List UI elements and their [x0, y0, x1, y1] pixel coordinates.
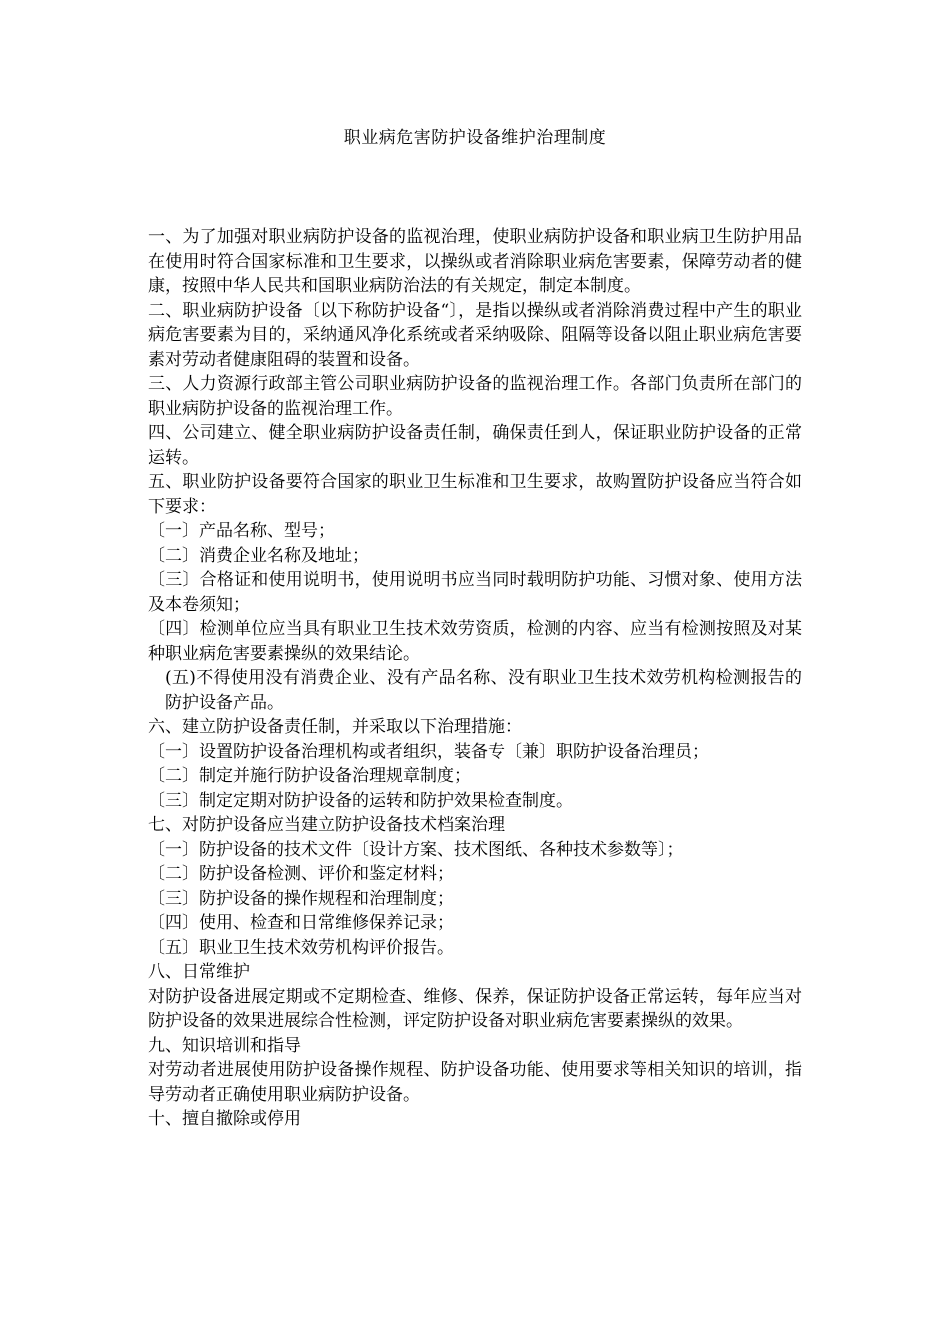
list-item: 〔三〕制定定期对防护设备的运转和防护效果检查制度。	[148, 790, 573, 811]
paragraph-6: 六、建立防护设备责任制，并采取以下治理措施：	[148, 717, 522, 737]
list-item: 〔一〕设置防护设备治理机构或者组织，装备专〔兼〕职防护设备治理员；	[148, 741, 709, 762]
list-item: (五)不得使用没有消费企业、没有产品名称、没有职业卫生技术效劳机构检测报告的防护设备产品。	[165, 668, 802, 713]
paragraph-1: 一、为了加强对职业病防护设备的监视治理，使职业病防护设备和职业病卫生防护用品在使用时符合国家标准和卫生要求，以操纵或者消除职业病危害要素，保障劳动者的健康，按照中华人民共和国职业病防治法的有关规定，制定本制度。	[148, 227, 802, 296]
document-title: 职业病危害防护设备维护治理制度	[343, 128, 607, 148]
paragraph-7: 七、对防护设备应当建立防护设备技术档案治理	[148, 815, 505, 835]
paragraph-2: 二、职业病防护设备〔以下称防护设备“〕，是指以操纵或者消除消费过程中产生的职业病危害要素为目的，采纳通风净化系统或者采纳吸除、阻隔等设备以阻止职业病危害要素对劳动者健康阻碍的装置和设备。	[148, 300, 802, 370]
list-item: 〔三〕防护设备的操作规程和治理制度；	[148, 888, 454, 909]
paragraph-8: 八、日常维护	[148, 962, 250, 982]
document-body	[148, 225, 802, 1132]
list-item: 〔四〕使用、检查和日常维修保养记录；	[148, 913, 454, 933]
list-item: 〔五〕职业卫生技术效劳机构评价报告。	[148, 937, 454, 958]
paragraph-9-body: 对劳动者进展使用防护设备操作规程、防护设备功能、使用要求等相关知识的培训，指导劳动者正确使用职业病防护设备。	[148, 1060, 802, 1105]
list-item: 〔四〕检测单位应当具有职业卫生技术效劳资质，检测的内容、应当有检测按照及对某种职业病危害要素操纵的效果结论。	[148, 619, 802, 664]
list-item: 〔三〕合格证和使用说明书，使用说明书应当同时载明防护功能、习惯对象、使用方法及本卷须知；	[148, 570, 802, 615]
paragraph-8-body: 对防护设备进展定期或不定期检查、维修、保养，保证防护设备正常运转，每年应当对防护设备的效果进展综合性检测，评定防护设备对职业病危害要素操纵的效果。	[148, 986, 802, 1031]
paragraph-3: 三、人力资源行政部主管公司职业病防护设备的监视治理工作。各部门负责所在部门的职业病防护设备的监视治理工作。	[148, 374, 802, 419]
list-item: 〔一〕产品名称、型号；	[148, 521, 335, 541]
paragraph-4: 四、公司建立、健全职业病防护设备责任制，确保责任到人，保证职业防护设备的正常运转。	[148, 423, 802, 468]
paragraph-10: 十、擅自撤除或停用	[148, 1109, 301, 1129]
paragraph-5: 五、职业防护设备要符合国家的职业卫生标准和卫生要求，故购置防护设备应当符合如下要求：	[148, 472, 802, 517]
list-item: 〔二〕消费企业名称及地址；	[148, 545, 369, 566]
paragraph-9: 九、知识培训和指导	[148, 1035, 301, 1056]
list-item: 〔二〕防护设备检测、评价和鉴定材料；	[148, 864, 454, 884]
list-item: 〔一〕防护设备的技术文件〔设计方案、技术图纸、各种技术参数等〕；	[148, 839, 684, 860]
list-item: 〔二〕制定并施行防护设备治理规章制度；	[148, 766, 471, 786]
